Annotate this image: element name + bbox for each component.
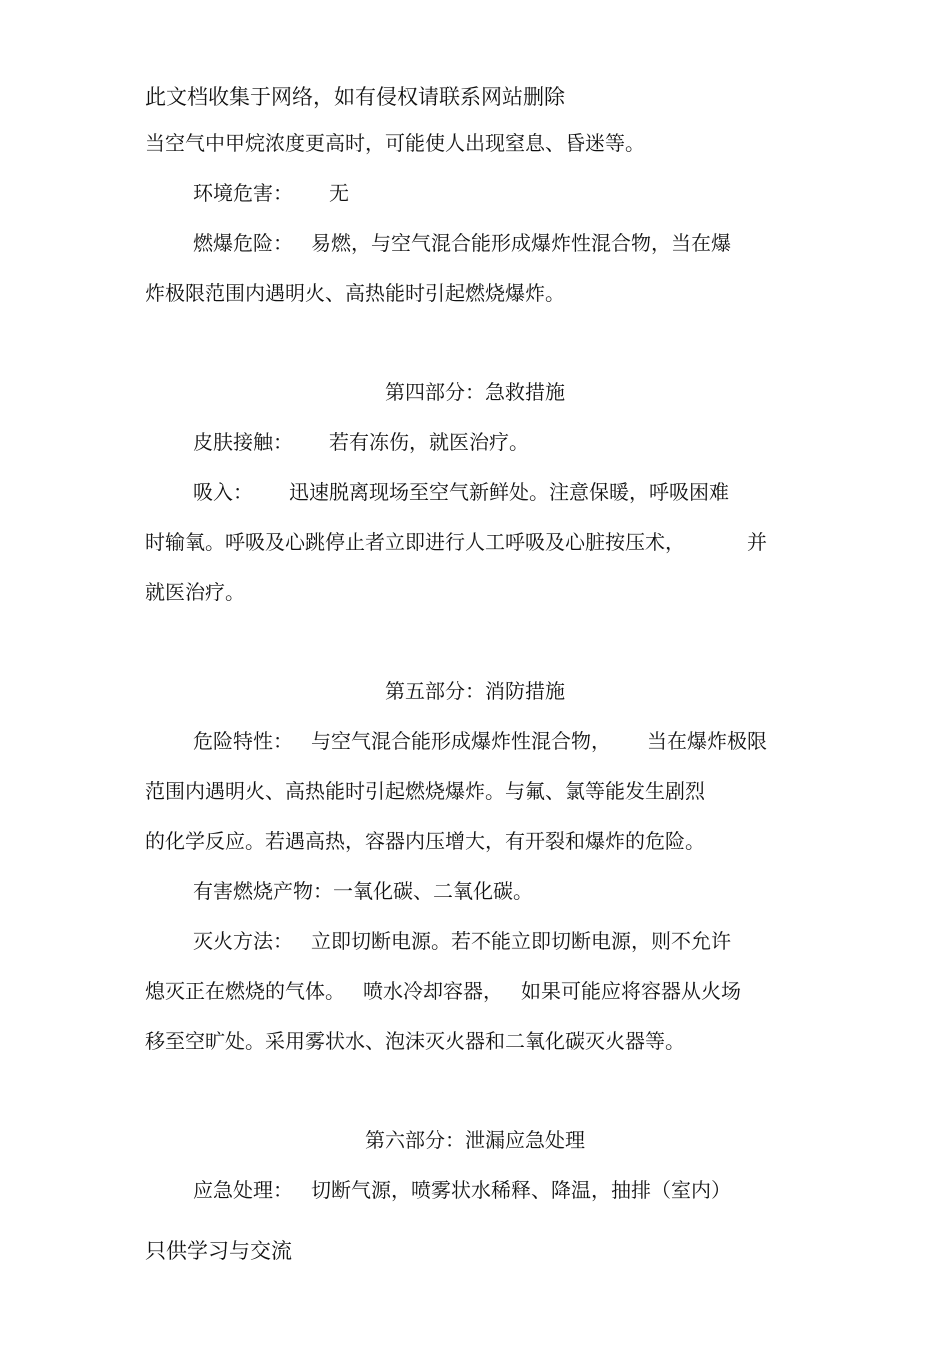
extinguish-method-text-2c: 如果可能应将容器从火场: [521, 979, 741, 1003]
hazard-property-continuation: 范围内遇明火、高热能时引起燃烧爆炸。与氟、氯等能发生剧烈: [145, 779, 705, 803]
fire-hazard-line: [193, 229, 731, 257]
part4-heading: 第四部分：急救措施: [385, 380, 565, 404]
part5-heading: 第五部分：消防措施: [385, 679, 565, 703]
hazard-property-line: [193, 727, 767, 755]
skin-contact-label: 皮肤接触：: [193, 430, 293, 454]
skin-contact-text: 若有冻伤，就医治疗。: [329, 430, 529, 454]
env-hazard-line: [193, 179, 349, 207]
combustion-products-line: [193, 877, 533, 905]
hazard-property-text: 与空气混合能形成爆炸性混合物，: [311, 729, 611, 753]
emergency-handling-label: 应急处理：: [193, 1178, 293, 1202]
inhalation-text-2b: 并: [747, 530, 767, 554]
inhalation-line: [193, 478, 729, 506]
header-note: 此文档收集于网络，如有侵权请联系网站删除: [145, 85, 565, 109]
fire-hazard-label: 燃爆危险：: [193, 231, 293, 255]
inhalation-text-2: 时输氧。呼吸及心跳停止者立即进行人工呼吸及心脏按压术，: [145, 530, 685, 554]
env-hazard-value: 无: [329, 181, 349, 205]
emergency-handling-text: 切断气源，喷雾状水稀释、降温，抽排（室内）: [311, 1178, 731, 1202]
env-hazard-label: 环境危害：: [193, 181, 293, 205]
extinguish-method-text: 立即切断电源。若不能立即切断电源，则不允许: [311, 929, 731, 953]
footer-note: 只供学习与交流: [145, 1239, 292, 1263]
extinguish-method-line: [193, 927, 731, 955]
extinguish-method-text-2b: 喷水冷却容器，: [363, 979, 503, 1003]
extinguish-method-label: 灭火方法：: [193, 929, 293, 953]
inhalation-label: 吸入：: [193, 480, 253, 504]
part6-heading: 第六部分：泄漏应急处理: [365, 1128, 585, 1152]
emergency-handling-line: [193, 1176, 731, 1204]
extinguish-method-continuation-2: 移至空旷处。采用雾状水、泡沫灭火器和二氧化碳灭火器等。: [145, 1029, 685, 1053]
extinguish-method-continuation: [145, 977, 741, 1005]
hazard-property-label: 危险特性：: [193, 729, 293, 753]
fire-hazard-text: 易燃，与空气混合能形成爆炸性混合物，当在爆: [311, 231, 731, 255]
inhalation-text: 迅速脱离现场至空气新鲜处。注意保暖，呼吸困难: [289, 480, 729, 504]
hazard-property-text-b: 当在爆炸极限: [647, 729, 767, 753]
part3-tail-line: 当空气中甲烷浓度更高时，可能使人出现窒息、昏迷等。: [145, 131, 645, 155]
combustion-products-label: 有害燃烧产物：: [193, 879, 333, 903]
fire-hazard-continuation: 炸极限范围内遇明火、高热能时引起燃烧爆炸。: [145, 281, 565, 305]
combustion-products-text: 一氧化碳、二氧化碳。: [333, 879, 533, 903]
hazard-property-continuation-2: 的化学反应。若遇高热，容器内压增大，有开裂和爆炸的危险。: [145, 829, 705, 853]
skin-contact-line: [193, 428, 529, 456]
extinguish-method-text-2a: 熄灭正在燃烧的气体。: [145, 979, 345, 1003]
inhalation-continuation-2: 就医治疗。: [145, 580, 245, 604]
inhalation-continuation: [145, 528, 767, 556]
